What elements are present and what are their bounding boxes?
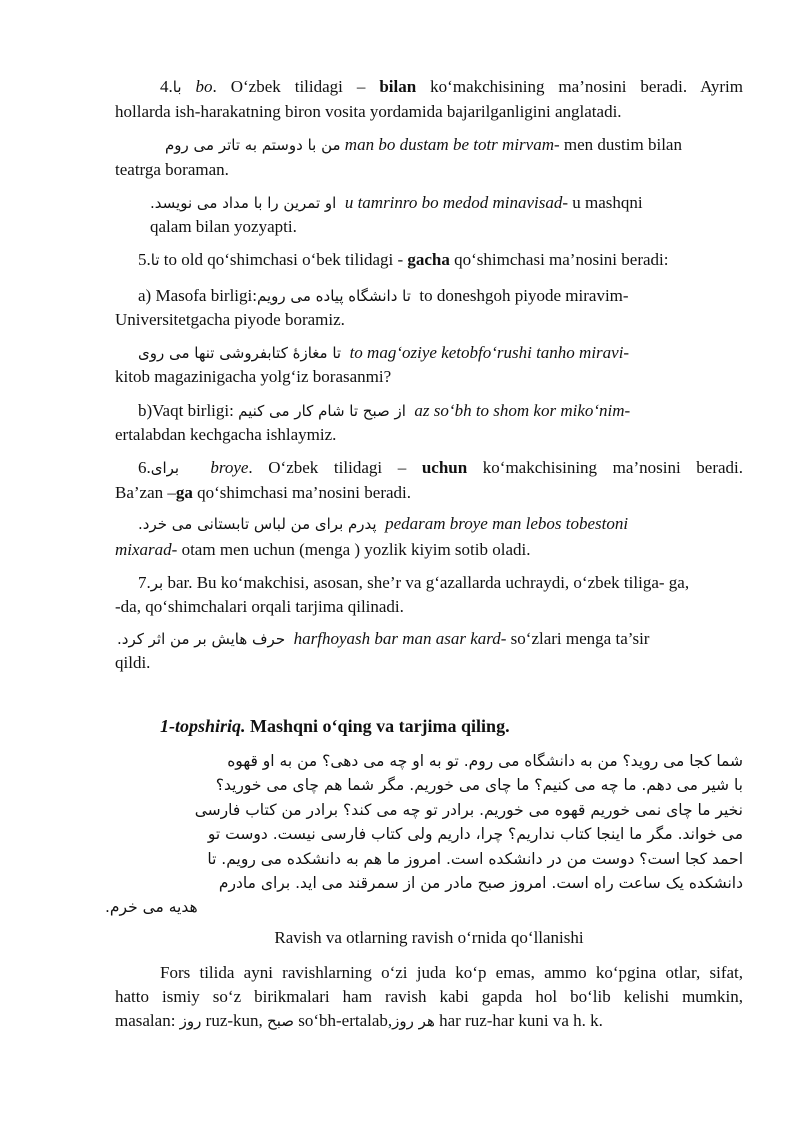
item4-ex1-line2: teatrga boraman. bbox=[115, 160, 229, 179]
item4-ex1-translation: - men dustim bilan bbox=[554, 135, 682, 154]
item5-text1: to old qo‘shimchasi o‘bek tilidagi - bbox=[159, 250, 408, 269]
item5-a-line2: Universitetgacha piyode boramiz. bbox=[115, 310, 345, 329]
task-line-6: دانشکده یک ساعت راه است. امروز صبح مادر من از سمرقند می اید. برای مادرم bbox=[218, 874, 743, 892]
item6-number: 6. bbox=[138, 458, 151, 477]
item5-line1 bbox=[138, 249, 668, 271]
item4-ex2-line2: qalam bilan yozyapti. bbox=[150, 217, 297, 236]
item7-ex-line2: qildi. bbox=[115, 653, 151, 672]
item6-translit: broye bbox=[210, 458, 249, 477]
item4-persian: با bbox=[172, 78, 182, 96]
item5-b bbox=[138, 400, 630, 422]
item5-a-label: a) Masofa birligi: bbox=[138, 286, 257, 305]
item7-number: 7. bbox=[138, 573, 151, 592]
item5-a bbox=[138, 285, 629, 307]
item7-line2: -da, qo‘shimchalari orqali tarjima qilinadi. bbox=[115, 597, 404, 616]
item5-persian: تا bbox=[150, 251, 160, 269]
item5-b-translit: az so‘bh to shom kor miko‘nim- bbox=[414, 401, 631, 420]
section-p3-b: ruz-kun, bbox=[201, 1011, 268, 1030]
task-line-1: شما کجا می روید؟ من به دانشگاه می روم. تو به او چه می دهی؟ من به او قهوه bbox=[227, 752, 743, 770]
item4-text2: ko‘makchisining ma’nosini beradi. Ayrim bbox=[416, 77, 743, 96]
item7-persian: بر bbox=[150, 574, 164, 592]
task-line-7: هدیه می خرم. bbox=[105, 898, 198, 916]
section-p3-fa2: صبح bbox=[267, 1012, 294, 1030]
section-p3-fa3: هر روز bbox=[392, 1012, 435, 1030]
item6-line1 bbox=[138, 457, 743, 479]
task-label: 1-topshiriq. bbox=[160, 716, 246, 736]
item6-ex-line2-text: - otam men uchun (menga ) yozlik kiyim sotib oladi. bbox=[171, 540, 531, 559]
item6-example bbox=[138, 513, 628, 535]
item6-line2 bbox=[115, 482, 411, 504]
task-title: Mashqni o‘qing va tarjima qiling. bbox=[245, 716, 510, 736]
item7-ex-translit: harfhoyash bar man asar kard bbox=[293, 629, 501, 648]
section-p3-fa1: روز bbox=[179, 1012, 202, 1030]
item5-a2-translit: to mag‘oziye ketobfo‘rushi tanho miravi- bbox=[349, 343, 630, 362]
item6-text1: . O‘zbek tilidagi – bbox=[248, 458, 422, 477]
item7-line1 bbox=[138, 572, 689, 594]
item5-a2 bbox=[138, 342, 629, 364]
item6-persian: برای bbox=[150, 459, 180, 477]
item4-ex1-persian: من با دوستم به تاتر می روم bbox=[165, 136, 341, 154]
item4-line2: hollarda ish-harakatning biron vosita yordamida bajarilganligini anglatadi. bbox=[115, 102, 622, 121]
item6-line2b: qo‘shimchasi ma’nosini beradi. bbox=[192, 483, 412, 502]
item6-bold: uchun bbox=[421, 458, 468, 477]
section-p3-c: so‘bh-ertalab, bbox=[293, 1011, 393, 1030]
task-line-5: احمد کجا است؟ دوست من در دانشکده است. امروز ما هم به دانشکده می رویم. تا bbox=[207, 850, 743, 868]
task-line-3: نخیر ما چای نمی خوریم قهوه می خوریم. برادر تو چه می کند؟ برادر من کتاب فارسی bbox=[194, 801, 743, 819]
item4-example1 bbox=[165, 134, 682, 156]
task-line-2: با شیر می دهم. ما چه می کنیم؟ ما چای می خوریم. مگر شما هم چای می خورید؟ bbox=[215, 776, 743, 794]
item4-text1: . O‘zbek tilidagi – bbox=[212, 77, 380, 96]
item7-example bbox=[117, 628, 649, 650]
section-p-line3 bbox=[115, 1010, 603, 1032]
item6-ex-translit: pedaram broye man lebos tobestoni bbox=[385, 514, 629, 533]
item4-ex2-persian: او تمرین را با مداد می نویسد. bbox=[150, 194, 337, 212]
item4-number: 4. bbox=[160, 77, 173, 96]
item6-text2: ko‘makchisining ma’nosini beradi. bbox=[467, 458, 743, 477]
item6-line2-bold: ga bbox=[175, 483, 193, 502]
section-p3-a: masalan: bbox=[115, 1011, 180, 1030]
item6-line2a: Ba’zan – bbox=[115, 483, 176, 502]
item5-text2: qo‘shimchasi ma’nosini beradi: bbox=[449, 250, 669, 269]
item4-bold: bilan bbox=[379, 77, 417, 96]
item5-b-line2: ertalabdan kechgacha ishlaymiz. bbox=[115, 425, 337, 444]
item6-ex-line2-translit: mixarad bbox=[115, 540, 172, 559]
item6-ex-line2 bbox=[115, 539, 531, 561]
item5-a2-line2: kitob magazinigacha yolg‘iz borasanmi? bbox=[115, 367, 392, 386]
item6-ex-persian: پدرم برای من لباس تابستانی می خرد. bbox=[138, 515, 377, 533]
item5-b-persian: از صبح تا شام کار می کنیم bbox=[238, 402, 406, 420]
item4-ex2-translation: - u mashqni bbox=[562, 193, 643, 212]
section-heading: Ravish va otlarning ravish o‘rnida qo‘llanishi bbox=[274, 928, 584, 947]
item5-number: 5. bbox=[138, 250, 151, 269]
item5-a-translation: to doneshgoh piyode miravim- bbox=[419, 286, 629, 305]
item4-line1 bbox=[160, 76, 743, 98]
section-p-line2: hatto ismiy so‘z birikmalari ham ravish kabi gapda hol bo‘lib kelishi mumkin, bbox=[115, 987, 743, 1006]
item7-ex-translation: - so‘zlari menga ta’sir bbox=[500, 629, 650, 648]
section-p3-d: har ruz-har kuni va h. k. bbox=[434, 1011, 603, 1030]
task-line-4: می خواند. مگر ما اینجا کتاب نداریم؟ چرا، داریم ولی کتاب فارسی نیست. دوست تو bbox=[207, 825, 743, 843]
task-heading bbox=[160, 715, 510, 737]
item5-a-persian: تا دانشگاه پیاده می رویم bbox=[256, 287, 411, 305]
item5-b-label: b)Vaqt birligi: bbox=[138, 401, 234, 420]
item4-ex2-translit: u tamrinro bo medod minavisad bbox=[344, 193, 563, 212]
item5-a2-persian: تا مغازهٔ کتابفروشی تنها می روی bbox=[138, 344, 342, 362]
item5-bold: gacha bbox=[407, 250, 450, 269]
item7-ex-persian: حرف هایش بر من اثر کرد. bbox=[117, 630, 286, 648]
item7-text1: bar. Bu ko‘makchisi, asosan, she’r va g‘azallarda uchraydi, o‘zbek tiliga- ga, bbox=[163, 573, 690, 592]
item4-ex1-translit: man bo dustam be totr mirvam bbox=[344, 135, 554, 154]
section-p-line1: Fors tilida ayni ravishlarning o‘zi juda ko‘p emas, ammo ko‘pgina otlar, sifat, bbox=[160, 963, 743, 982]
item4-example2 bbox=[150, 192, 643, 214]
item4-translit: bo bbox=[195, 77, 213, 96]
